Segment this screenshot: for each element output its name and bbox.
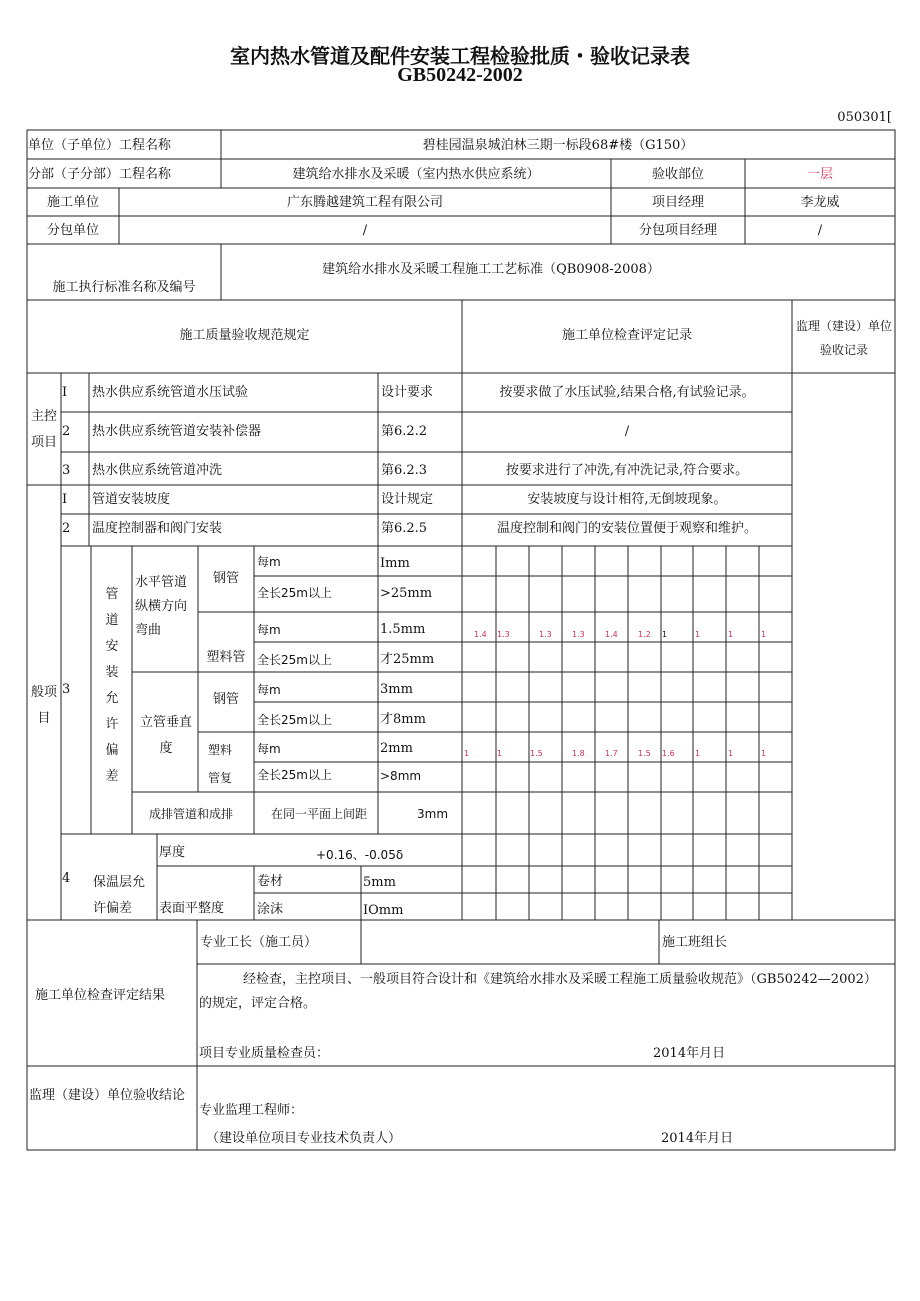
mc-name-1: 热水供应系统管道水压试验 xyxy=(92,385,249,400)
division-label: 分部（子分部）工程名称 xyxy=(28,167,172,182)
coat-value: IOmm xyxy=(363,903,404,918)
v-plastic-full-value: >8mm xyxy=(380,769,422,783)
h-steel-full-value: >25mm xyxy=(380,586,433,601)
v-plastic-per-m-label: 每m xyxy=(257,742,281,756)
roll-label: 卷材 xyxy=(257,874,284,889)
inspector-label: 项目专业质量检查员： xyxy=(199,1046,330,1061)
mc-result-2: / xyxy=(624,424,630,439)
coat-label: 涂沫 xyxy=(257,902,284,917)
result-date: 2014年月日 xyxy=(653,1046,726,1061)
h-steel-per-m-label: 每m xyxy=(257,555,281,569)
pm-value: 李龙威 xyxy=(800,195,840,210)
supervision-label: 监理（建设）单位验收结论 xyxy=(29,1088,186,1103)
page-title: 室内热水管道及配件安装工程检验批质・验收记录表 xyxy=(230,44,690,68)
v-steel-full-value: 才8mm xyxy=(380,712,426,727)
mc-result-1: 按要求做了水压试验,结果合格,有试验记录。 xyxy=(499,385,755,400)
h-steel-full-label: 全长25m以上 xyxy=(257,586,332,600)
std-label: 施工执行标准名称及编号 xyxy=(52,280,196,295)
h-plastic-mark: 1.3 xyxy=(539,630,552,639)
v-plastic-mark: 1 xyxy=(761,749,767,758)
supervision-date: 2014年月日 xyxy=(661,1131,734,1146)
v-plastic-mark: 1.7 xyxy=(605,749,618,758)
v-steel-per-m-label: 每m xyxy=(257,683,281,697)
acceptance-part-value: 一层 xyxy=(806,167,833,182)
gen-no-3: 3 xyxy=(62,682,71,697)
gen-req-1: 设计规定 xyxy=(381,492,434,507)
h-plastic-mark: 1 xyxy=(728,630,734,639)
h-plastic-mark: 1.3 xyxy=(572,630,585,639)
v-plastic-full-label: 全长25m以上 xyxy=(257,768,332,782)
row-pipes-label: 成排管道和成排 xyxy=(149,807,234,821)
owner-label: （建设单位项目专业技术负责人） xyxy=(206,1131,402,1146)
team-leader-label: 施工班组长 xyxy=(662,935,728,950)
v-plastic-mark: 1 xyxy=(497,749,503,758)
v-plastic-mark: 1.8 xyxy=(572,749,585,758)
row-pipes-desc: 在同一平面上间距 xyxy=(271,807,368,821)
sub-pm-label: 分包项目经理 xyxy=(638,223,717,238)
contractor-label: 施工单位 xyxy=(46,195,99,210)
gen-no-2: 2 xyxy=(62,521,71,536)
h-plastic-mark: 1.4 xyxy=(474,630,487,639)
flatness-label: 表面平整度 xyxy=(159,901,225,916)
unit-label: 单位（子单位）工程名称 xyxy=(28,138,172,153)
item3-label: 管道安装允许偏差 xyxy=(105,587,119,784)
acceptance-part-label: 验收部位 xyxy=(651,167,704,182)
v-plastic-mark: 1 xyxy=(464,749,470,758)
general-label: 般项目 xyxy=(30,685,57,726)
supervisor-label: 专业监理工程师： xyxy=(199,1103,304,1118)
horizontal-label: 水平管道纵横方向弯曲 xyxy=(135,575,188,638)
v-steel-per-m-value: 3mm xyxy=(380,682,413,697)
sub-value: / xyxy=(362,223,368,238)
unit-value: 碧桂园温泉城泊林三期一标段68#楼（G150） xyxy=(422,138,694,153)
h-plastic-mark: 1.3 xyxy=(497,630,510,639)
mc-no-3: 3 xyxy=(62,463,71,478)
v-steel-full-label: 全长25m以上 xyxy=(257,713,332,727)
v-plastic-mark: 1 xyxy=(695,749,701,758)
division-value: 建筑给水排水及采暖（室内热水供应系统） xyxy=(292,167,540,182)
foreman-label: 专业工长（施工员） xyxy=(200,935,318,950)
h-plastic-mark: 1.4 xyxy=(605,630,618,639)
thickness-label: 厚度 xyxy=(159,845,186,860)
v-plastic-mark: 1 xyxy=(728,749,734,758)
sub-label: 分包单位 xyxy=(46,223,99,238)
form-code: 050301[ xyxy=(837,110,892,125)
col-spec: 施工质量验收规范规定 xyxy=(179,328,310,343)
result-text: 经检查，主控项目、一般项目符合设计和《建筑给水排水及采暖工程施工质量验收规范》（GB50242—2002）的规定，评定合格。 xyxy=(199,972,877,1011)
col-check: 施工单位检查评定记录 xyxy=(561,328,692,343)
gen-name-2: 温度控制器和阀门安装 xyxy=(92,521,223,536)
v-plastic-mark: 1.6 xyxy=(662,749,675,758)
col-supervision: 监理（建设）单位验收记录 xyxy=(795,319,892,357)
mc-req-2: 第6.2.2 xyxy=(381,424,428,439)
h-plastic-mark: 1 xyxy=(662,630,668,639)
gen-result-1: 安装坡度与设计相符,无倒坡现象。 xyxy=(527,492,727,507)
h-plastic-mark: 1 xyxy=(761,630,767,639)
h-plastic-mark: 1.2 xyxy=(638,630,651,639)
h-plastic-mark: 1 xyxy=(695,630,701,639)
mc-result-3: 按要求进行了冲洗,有冲洗记录,符合要求。 xyxy=(505,463,749,478)
row-pipes-value: 3mm xyxy=(417,807,449,821)
pm-label: 项目经理 xyxy=(651,195,704,210)
gen-no-4: 4 xyxy=(62,871,71,886)
v-plastic-label: 塑料管复 xyxy=(208,743,233,785)
h-plastic-full-label: 全长25m以上 xyxy=(257,653,332,667)
result-label: 施工单位检查评定结果 xyxy=(35,988,166,1003)
main-control-label: 主控项目 xyxy=(30,409,57,450)
v-plastic-mark: 1.5 xyxy=(530,749,543,758)
h-steel-label: 钢管 xyxy=(212,571,239,586)
h-plastic-label: 塑料管 xyxy=(206,650,246,665)
mc-name-2: 热水供应系统管道安装补偿器 xyxy=(92,424,262,439)
gen-name-1: 管道安装坡度 xyxy=(92,492,171,507)
mc-name-3: 热水供应系统管道冲洗 xyxy=(92,463,223,478)
h-plastic-per-m-value: 1.5mm xyxy=(380,622,426,637)
gen-no-1: I xyxy=(62,492,68,507)
std-value: 建筑给水排水及采暖工程施工工艺标准（QB0908-2008） xyxy=(322,262,660,277)
thickness-value: +0.16、-0.05δ xyxy=(316,848,404,862)
vertical-label: 立管垂直度 xyxy=(139,715,192,756)
mc-req-1: 设计要求 xyxy=(381,385,434,400)
gen-req-2: 第6.2.5 xyxy=(381,521,428,536)
mc-no-2: 2 xyxy=(62,424,71,439)
sub-pm-value: / xyxy=(817,223,823,238)
h-plastic-full-value: 才25mm xyxy=(380,652,435,667)
contractor-value: 广东腾越建筑工程有限公司 xyxy=(286,195,443,210)
mc-no-1: I xyxy=(62,385,68,400)
roll-value: 5mm xyxy=(363,875,396,890)
v-plastic-per-m-value: 2mm xyxy=(380,741,413,756)
h-plastic-per-m-label: 每m xyxy=(257,623,281,637)
mc-req-3: 第6.2.3 xyxy=(381,463,428,478)
v-steel-label: 钢管 xyxy=(212,692,239,707)
standard-code: GB50242-2002 xyxy=(397,64,523,86)
v-plastic-mark: 1.5 xyxy=(638,749,651,758)
gen-result-2: 温度控制和阀门的安装位置便于观察和维护。 xyxy=(496,521,757,536)
insulation-label: 保温层允许偏差 xyxy=(93,875,146,916)
h-steel-per-m-value: Imm xyxy=(380,556,410,571)
